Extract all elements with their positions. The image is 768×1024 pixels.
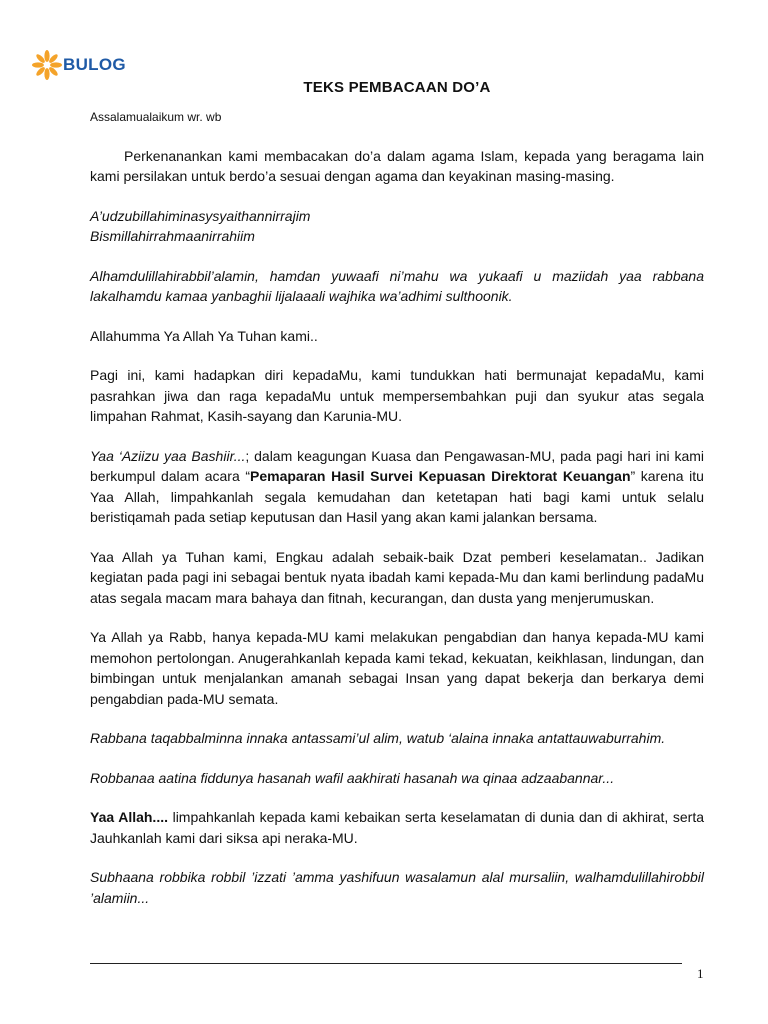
final-prayer: Subhaana robbika robbil ’izzati ’amma yashifuun wasalamun alal mursaliin, walhamdulillahirobbil ’alamiin... xyxy=(90,869,704,906)
taawudz-line: A’udzubillahiminasysyaithannirrajim xyxy=(90,207,311,224)
bulog-logo xyxy=(32,50,126,80)
sun-flower-icon xyxy=(32,50,62,80)
paragraph-4: Ya Allah ya Rabb, hanya kepada-MU kami melakukan pengabdian dan hanya kepada-MU kami memohon pertolongan. Anugerahkanlah kepada kami tekad, kekuatan, keikhlasan, lindungan, dan bimbingan untuk menjalankan amanah sebagai Insan yang dapat bekerja dan berkarya demi pengabdian pada-MU semata. xyxy=(90,629,704,707)
paragraph-1: Pagi ini, kami hadapkan diri kepadaMu, kami tundukkan hati bermunajat kepadaMu, kami pasrahkan jiwa dan raga kepadaMu untuk mempersembahkan puji dan syukur atas segala limpahan Rahmat, Kasih-sayang dan Karunia-MU. xyxy=(90,367,704,424)
paragraph-3: Yaa Allah ya Tuhan kami, Engkau adalah sebaik-baik Dzat pemberi keselamatan.. Jadikan kegiatan pada pagi ini sebagai bentuk nyata ibadah kami kepada-Mu dan kami berlindung padaMu atas segala macam mara bahaya dan fitnah, kecurangan, dan dusta yang menjerumuskan. xyxy=(90,548,704,606)
brand-name: BULOG xyxy=(63,55,126,74)
event-name: Pemaparan Hasil Survei Kepuasan Direktorat Keuangan xyxy=(250,468,631,484)
paragraph-2-italic: Yaa ‘Aziizu yaa Bashiir... xyxy=(90,447,246,464)
opening-paragraph: Perkenanankan kami membacakan do’a dalam agama Islam, kepada yang beragama lain kami persilakan untuk berdo’a sesuai dengan agama dan keyakinan masing-masing. xyxy=(90,147,704,184)
page-number: 1 xyxy=(697,966,704,981)
hamdalah-paragraph: Alhamdulillahirabbil’alamin, hamdan yuwaafi ni’mahu wa yukaafi u maziidah yaa rabbana lakalhamdu kamaa yanbaghii lijalaaali wajhika wa’adhimi sulthoonik. xyxy=(90,267,704,304)
document-body xyxy=(90,107,704,908)
closing-bold: Yaa Allah.... xyxy=(90,809,168,825)
basmalah-line: Bismillahirrahmaanirrahiim xyxy=(90,228,255,244)
paragraph-2-text-a: ; dalam keagungan Kuasa dan Pengawasan-MU, pada pagi hari ini kami berkumpul dalam acara “ xyxy=(90,447,705,484)
paragraph-2-text-b: ” karena itu Yaa Allah, limpahkanlah segala kemudahan dan ketetapan hati bagi kami untuk selalu beristiqamah pada setiap keputusan dan Hasil yang akan kami jalankan bersama. xyxy=(90,468,704,525)
paragraph-2 xyxy=(90,446,704,528)
prayer-1: Rabbana taqabbalminna innaka antassami’ul alim, watub ‘alaina innaka antattauwaburrahim. xyxy=(90,730,666,746)
document-title: TEKS PEMBACAAN DO’A xyxy=(303,79,491,96)
prayer-2: Robbanaa aatina fiddunya hasanah wafil aakhirati hasanah wa qinaa adzaabannar... xyxy=(90,769,615,786)
closing-paragraph xyxy=(90,807,704,848)
closing-text: limpahkanlah kepada kami kebaikan serta keselamatan di dunia dan di akhirat, serta Jauhkanlah kami dari siksa api neraka-MU. xyxy=(90,809,704,846)
invocation-line: Allahumma Ya Allah Ya Tuhan kami.. xyxy=(90,327,318,344)
greeting: Assalamualaikum wr. wb xyxy=(90,110,222,124)
footer-divider xyxy=(90,963,682,964)
